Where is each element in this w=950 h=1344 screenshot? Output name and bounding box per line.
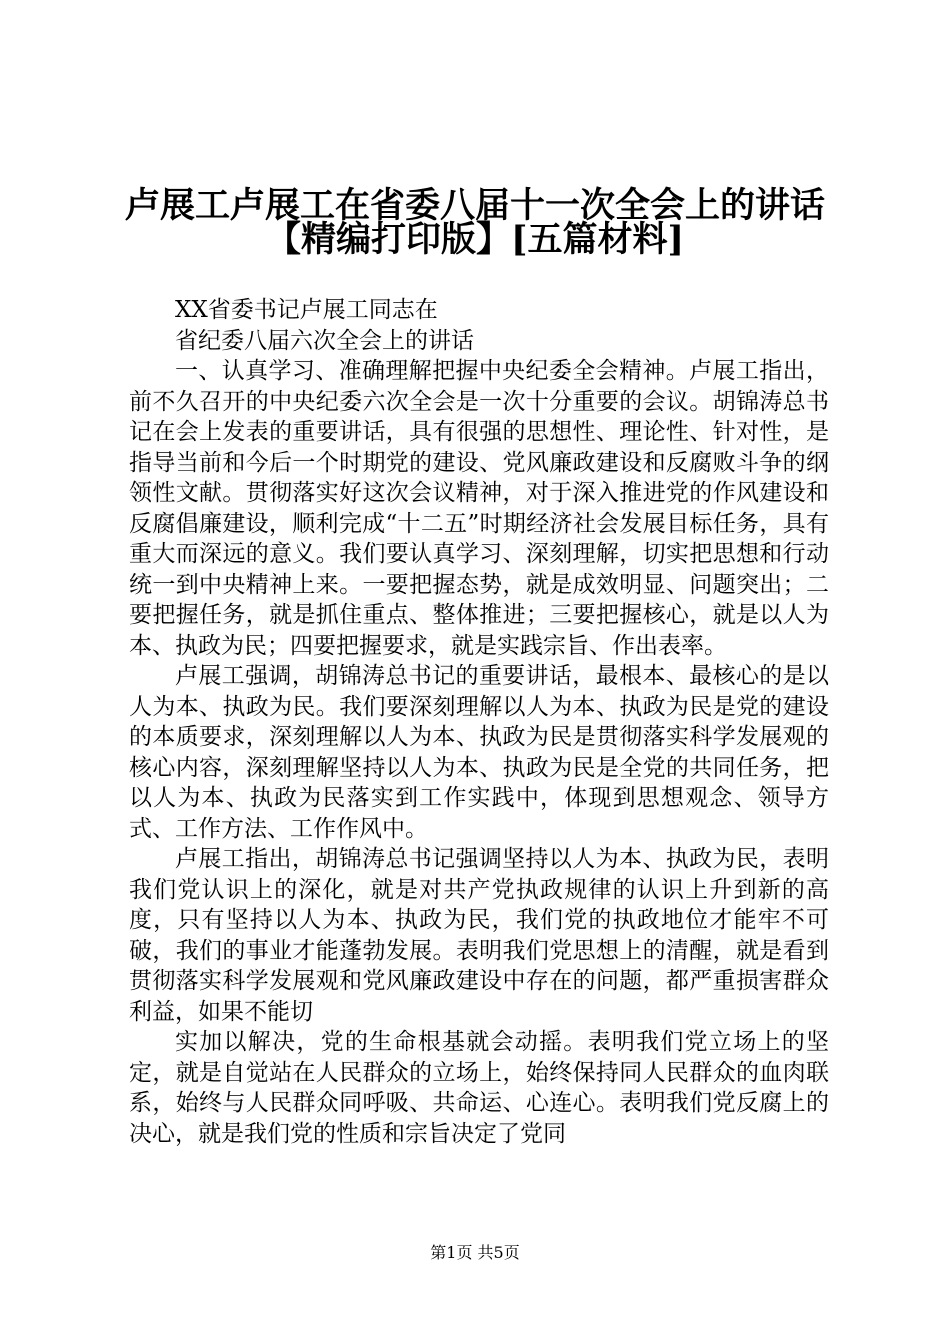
document-body bbox=[129, 295, 829, 1149]
document-title-line-2: 【精编打印版】[五篇材料] bbox=[265, 219, 685, 260]
paragraph-speaker: XX省委书记卢展工同志在 bbox=[175, 297, 438, 323]
paragraph-continuation: 实加以解决，党的生命根基就会动摇。表明我们党立场上的坚定，就是自觉站在人民群众的立场上，始终保持同人民群众的血肉联系，始终与人民群众同呼吸、共命运、心连心。表明我们党反腐上的决心，就是我们党的性质和宗旨决定了党同 bbox=[129, 1029, 829, 1147]
paragraph-significance: 卢展工指出，胡锦涛总书记强调坚持以人为本、执政为民，表明我们党认识上的深化，就是对共产党执政规律的认识上升到新的高度，只有坚持以人为本、执政为民，我们党的执政地位才能牢不可破，我们的事业才能蓬勃发展。表明我们党思想上的清醒，就是看到贯彻落实科学发展观和党风廉政建设中存在的问题，都严重损害群众利益，如果不能切 bbox=[129, 846, 829, 1025]
document-title-line-1: 卢展工卢展工在省委八届十一次全会上的讲话 bbox=[124, 185, 825, 226]
paragraph-section-1: 一、认真学习、准确理解把握中央纪委全会精神。卢展工指出，前不久召开的中央纪委六次全会是一次十分重要的会议。胡锦涛总书记在会上发表的重要讲话，具有很强的思想性、理论性、针对性，是指导当前和今后一个时期党的建设、党风廉政建设和反腐败斗争的纲领性文献。贯彻落实好这次会议精神，对于深入推进党的作风建设和反腐倡廉建设，顺利完成“十二五”时期经济社会发展目标任务，具有重大而深远的意义。我们要认真学习、深刻理解，切实把思想和行动统一到中央精神上来。一要把握态势，就是成效明显、问题突出；二要把握任务，就是抓住重点、整体推进；三要把握核心，就是以人为本、执政为民；四要把握要求，就是实践宗旨、作出表率。 bbox=[129, 358, 829, 659]
page-number-footer: 第1页 共5页 bbox=[430, 1243, 520, 1262]
paragraph-emphasis: 卢展工强调，胡锦涛总书记的重要讲话，最根本、最核心的是以人为本、执政为民。我们要深刻理解以人为本、执政为民是党的建设的本质要求，深刻理解以人为本、执政为民是贯彻落实科学发展观的核心内容，深刻理解坚持以人为本、执政为民是全党的共同任务，把以人为本、执政为民落实到工作实践中，体现到思想观念、领导方式、工作方法、工作作风中。 bbox=[129, 663, 829, 842]
paragraph-occasion: 省纪委八届六次全会上的讲话 bbox=[175, 327, 474, 354]
